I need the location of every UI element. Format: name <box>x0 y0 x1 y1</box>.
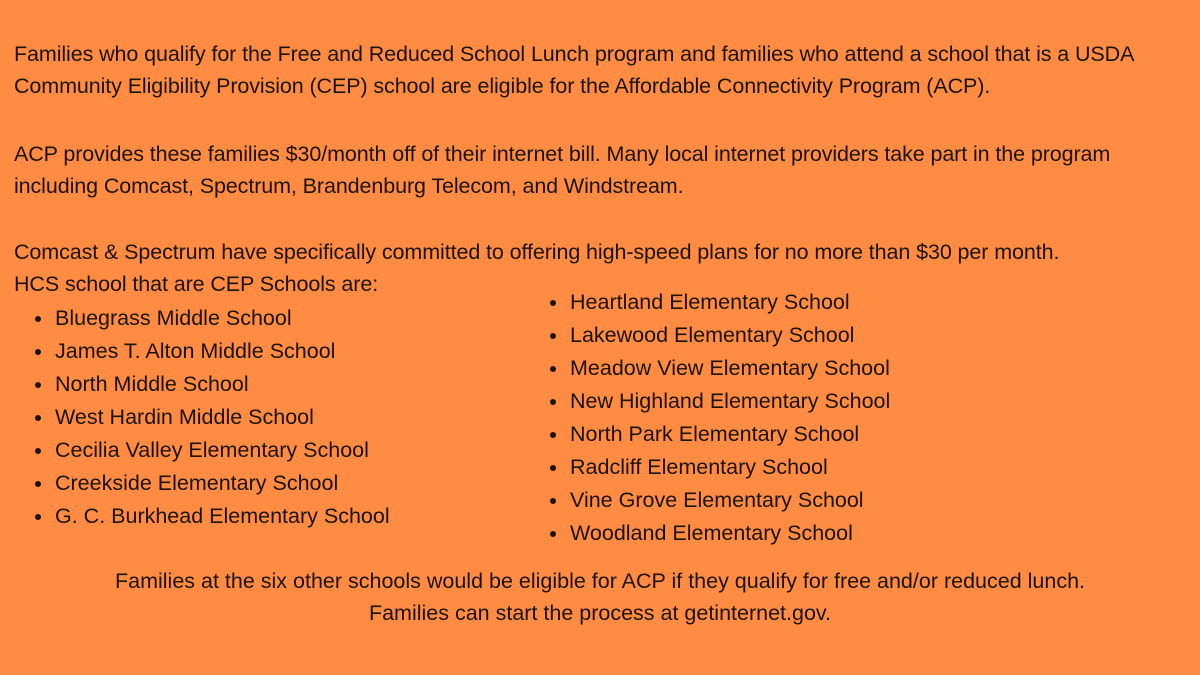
list-item: Heartland Elementary School <box>530 286 890 319</box>
bullet-icon <box>35 316 41 322</box>
bullet-icon <box>35 481 41 487</box>
bullet-icon <box>35 415 41 421</box>
provider-commitment-text: Comcast & Spectrum have specifically committed to offering high-speed plans for no more than $30 per month. <box>14 240 1060 264</box>
cep-schools-heading: HCS school that are CEP Schools are: <box>14 272 379 296</box>
bullet-icon <box>35 349 41 355</box>
list-item: James T. Alton Middle School <box>15 335 390 368</box>
list-item: Meadow View Elementary School <box>530 352 890 385</box>
eligibility-paragraph: Families who qualify for the Free and Reduced School Lunch program and families who attend a school that is a USDA Community Eligibility Provision (CEP) school are eligible for the Affordable Connectivity Program (ACP). <box>14 42 1134 98</box>
bullet-icon <box>35 448 41 454</box>
bullet-icon <box>550 333 556 339</box>
bullet-icon <box>550 300 556 306</box>
list-item: Creekside Elementary School <box>15 467 390 500</box>
list-item: Lakewood Elementary School <box>530 319 890 352</box>
bullet-icon <box>35 514 41 520</box>
school-list-left <box>15 302 390 533</box>
bullet-icon <box>550 399 556 405</box>
bullet-icon <box>550 531 556 537</box>
list-item: Bluegrass Middle School <box>15 302 390 335</box>
list-item: West Hardin Middle School <box>15 401 390 434</box>
bullet-icon <box>550 465 556 471</box>
list-item: New Highland Elementary School <box>530 385 890 418</box>
list-item: Woodland Elementary School <box>530 517 890 550</box>
list-item: Cecilia Valley Elementary School <box>15 434 390 467</box>
footer-eligibility-text: Families at the six other schools would be eligible for ACP if they qualify for free and/or reduced lunch. <box>114 569 1085 593</box>
list-item: G. C. Burkhead Elementary School <box>15 500 390 533</box>
bullet-icon <box>550 366 556 372</box>
acp-benefit-paragraph: ACP provides these families $30/month off of their internet bill. Many local internet providers take part in the program including Comcast, Spectrum, Brandenburg Telecom, and Windstream. <box>14 142 1111 198</box>
bullet-icon <box>550 432 556 438</box>
bullet-icon <box>550 498 556 504</box>
list-item: Vine Grove Elementary School <box>530 484 890 517</box>
list-item: North Middle School <box>15 368 390 401</box>
bullet-icon <box>35 382 41 388</box>
list-item: Radcliff Elementary School <box>530 451 890 484</box>
footer-note <box>0 565 1200 629</box>
school-list-right <box>530 286 890 550</box>
list-item: North Park Elementary School <box>530 418 890 451</box>
footer-getinternet-text: Families can start the process at getinternet.gov. <box>368 601 832 625</box>
